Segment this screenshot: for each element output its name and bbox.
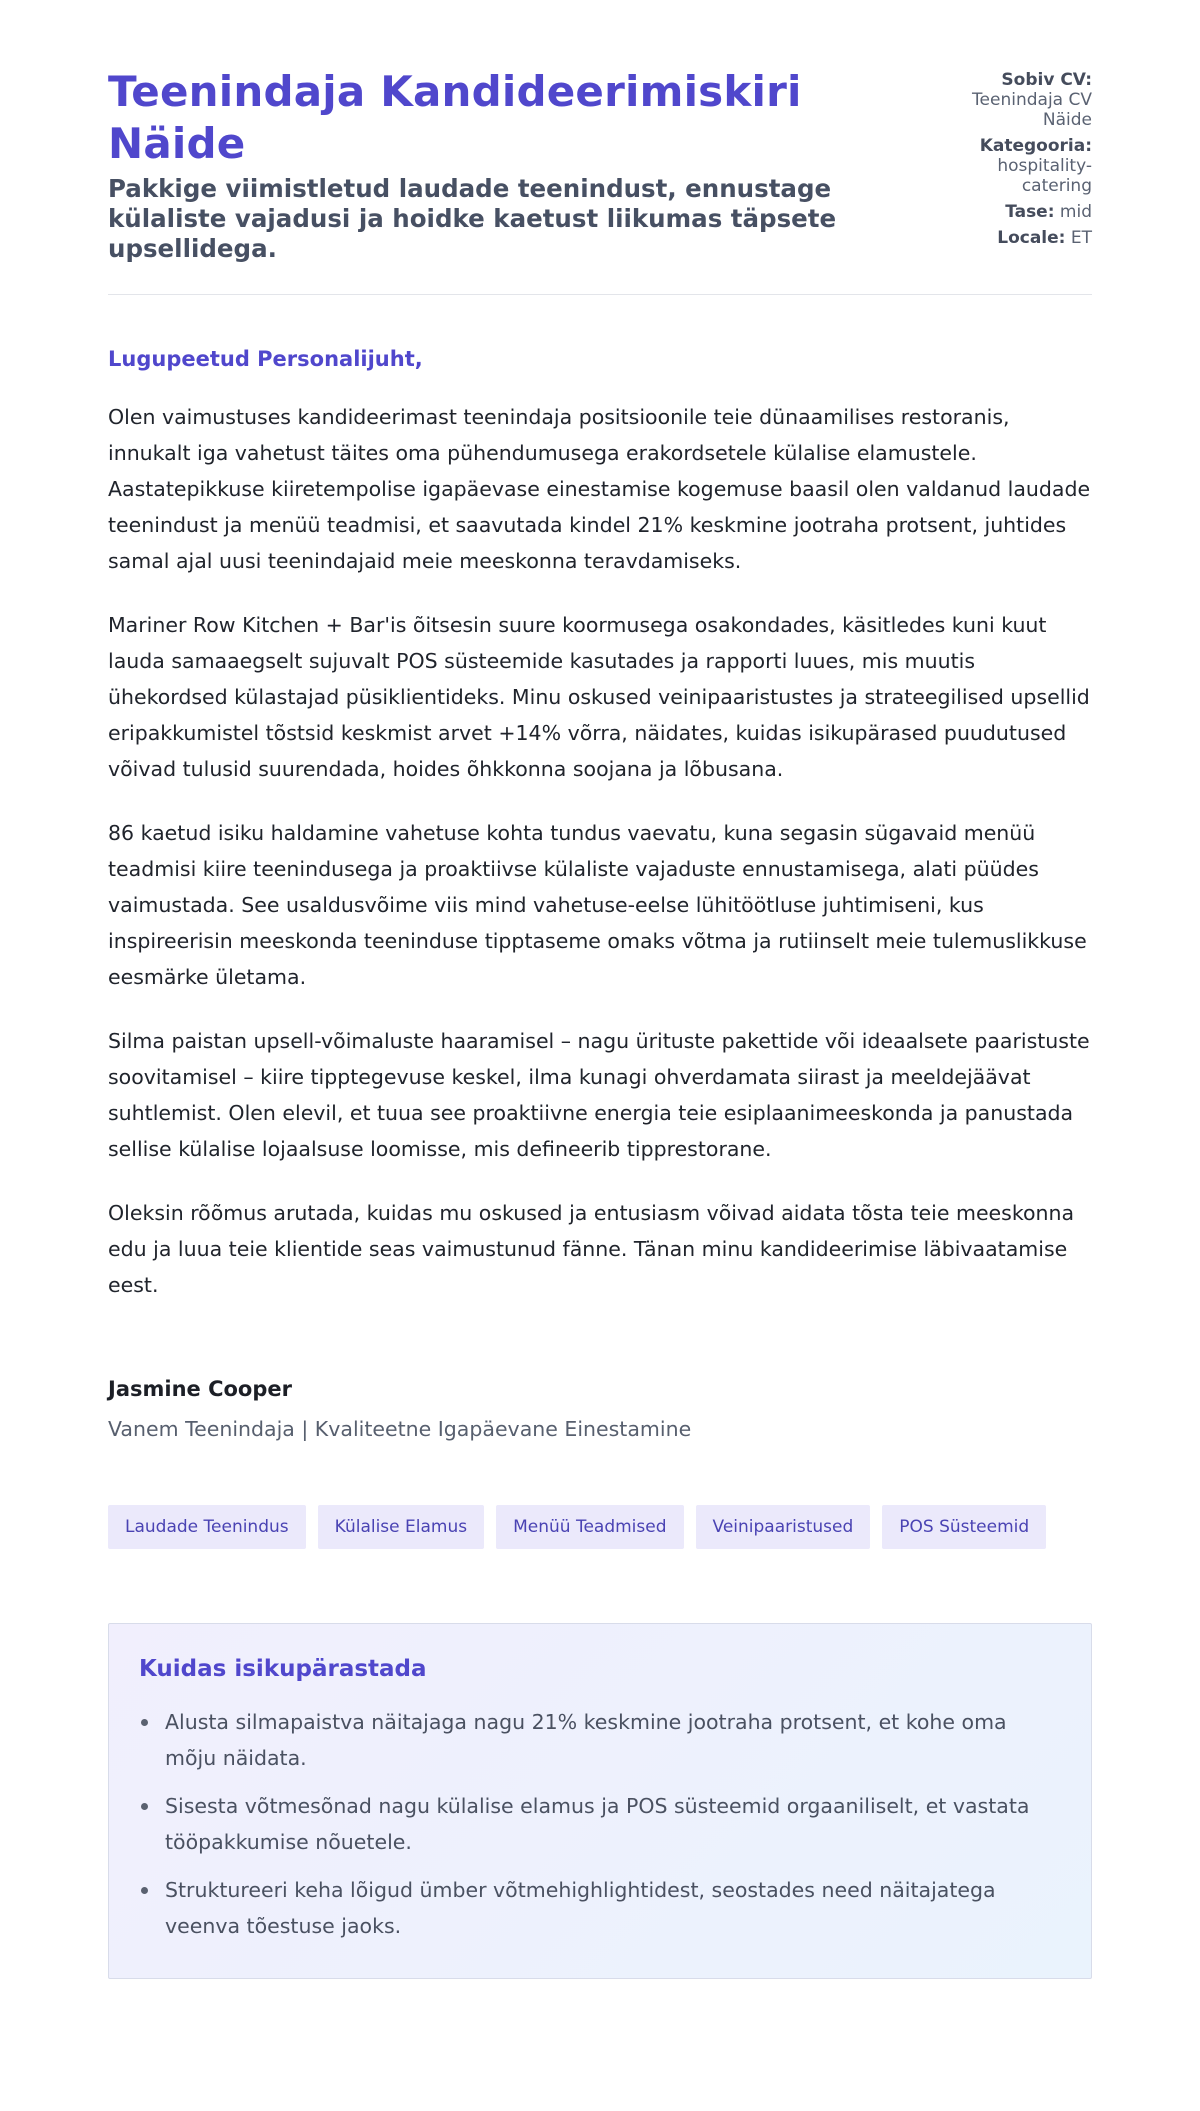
meta-resume [942, 70, 1092, 130]
skill-tag: Veinipaaristused [696, 1505, 871, 1549]
tip-item [165, 1704, 1061, 1776]
meta-level-label: Tase: [1005, 202, 1055, 222]
meta-locale-label: Locale: [997, 228, 1066, 248]
meta-level [942, 202, 1092, 222]
meta-locale [942, 228, 1092, 248]
meta-panel [942, 66, 1092, 254]
tip-item [165, 1872, 1061, 1944]
header-titles [108, 66, 938, 264]
tip-text: Sisesta võtmesõnad nagu külalise elamus ja POS süsteemid orgaaniliselt, et vastata tööpakkumise nõuetele. [165, 1794, 1030, 1854]
skill-tag: Külalise Elamus [318, 1505, 484, 1549]
tip-text: Alusta silmapaistva näitajaga nagu 21% keskmine jootraha protsent, et kohe oma mõju näidata. [165, 1710, 1007, 1770]
letter-body [108, 345, 1092, 1443]
meta-category [942, 136, 1092, 196]
letter-greeting: Lugupeetud Personalijuht, [108, 347, 423, 371]
tips-list [139, 1704, 1061, 1944]
bullet-icon [141, 1803, 148, 1810]
skill-tags [108, 1505, 1092, 1549]
tip-item [165, 1788, 1061, 1860]
bullet-icon [141, 1887, 148, 1894]
meta-resume-value: Teenindaja CV Näide [972, 90, 1092, 130]
bullet-icon [141, 1719, 148, 1726]
tip-text: Struktureeri keha lõigud ümber võtmehighlightidest, seostades need näitajatega veenva tõestuse jaoks. [165, 1878, 996, 1938]
meta-category-label: Kategooria: [979, 136, 1092, 156]
meta-locale-value: ET [1070, 228, 1092, 248]
skill-tag: POS Süsteemid [882, 1505, 1046, 1549]
personalization-tips-box [108, 1623, 1092, 1979]
letter-paragraph: Olen vaimustuses kandideerimast teenindaja positsioonile teie dünaamilises restoranis, innukalt iga vahetust täites oma pühendumusega erakordsetele külalise elamustele. Aastatepikkuse kiiretempolise igapäevase einestamise kogemuse baasil olen valdanud laudade teenindust ja menüü teadmisi, et saavutada kindel 21% keskmine jootraha protsent, juhtides samal ajal uusi teenindajaid meie meeskonna teravdamiseks. [108, 405, 1091, 573]
tips-title: Kuidas isikupärastada [139, 1656, 427, 1682]
signature-role: Vanem Teenindaja | Kvaliteetne Igapäevane Einestamine [108, 1417, 692, 1441]
document-header [108, 66, 1092, 295]
meta-level-value: mid [1059, 202, 1092, 222]
letter-paragraph: Oleksin rõõmus arutada, kuidas mu oskused ja entusiasm võivad aidata tõsta teie meeskonna edu ja luua teie klientide seas vaimustunud fänne. Tänan minu kandideerimise läbivaatamise eest. [108, 1201, 1075, 1297]
letter-paragraph: 86 kaetud isiku haldamine vahetuse kohta tundus vaevatu, kuna segasin sügavaid menüü teadmisi kiire teenindusega ja proaktiivse külaliste vajaduste ennustamisega, alati püüdes vaimustada. See usaldusvõime viis mind vahetuse-eelse lühitöötluse juhtimiseni, kus inspireerisin meeskonda teeninduse tipptaseme omaks võtma ja rutiinselt meie tulemuslikkuse eesmärke ületama. [108, 821, 1087, 989]
letter-paragraph: Mariner Row Kitchen + Bar'is õitsesin suure koormusega osakondades, käsitledes kuni kuut lauda samaaegselt sujuvalt POS süsteemide kasutades ja rapporti luues, mis muutis ühekordsed külastajad püsiklientideks. Minu oskused veinipaaristustes ja strateegilised upsellid eripakkumistel tõstsid keskmist arvet +14% võrra, näidates, kuidas isikupärased puudutused võivad tulusid suurendada, hoides õhkkonna soojana ja lõbusana. [108, 613, 1090, 781]
page-subtitle: Pakkige viimistletud laudade teenindust, ennustage külaliste vajadusi ja hoidke kaetust liikumas täpsete upsellidega. [108, 174, 837, 263]
letter-paragraph: Silma paistan upsell-võimaluste haaramisel – nagu ürituste pakettide või ideaalsete paaristuste soovitamisel – kiire tipptegevuse keskel, ilma kunagi ohverdamata siirast ja meeldejäävat suhtlemist. Olen elevil, et tuua see proaktiivne energia teie esiplaanimeeskonda ja panustada sellise külalise lojaalsuse loomisse, mis defineerib tipprestorane. [108, 1029, 1090, 1161]
skill-tag: Laudade Teenindus [108, 1505, 306, 1549]
page-title: Teenindaja Kandideerimiskiri Näide [108, 67, 802, 168]
meta-category-value: hospitality-catering [997, 156, 1092, 196]
skill-tag: Menüü Teadmised [496, 1505, 683, 1549]
signature-name: Jasmine Cooper [108, 1377, 292, 1401]
meta-resume-label: Sobiv CV: [1001, 70, 1092, 90]
